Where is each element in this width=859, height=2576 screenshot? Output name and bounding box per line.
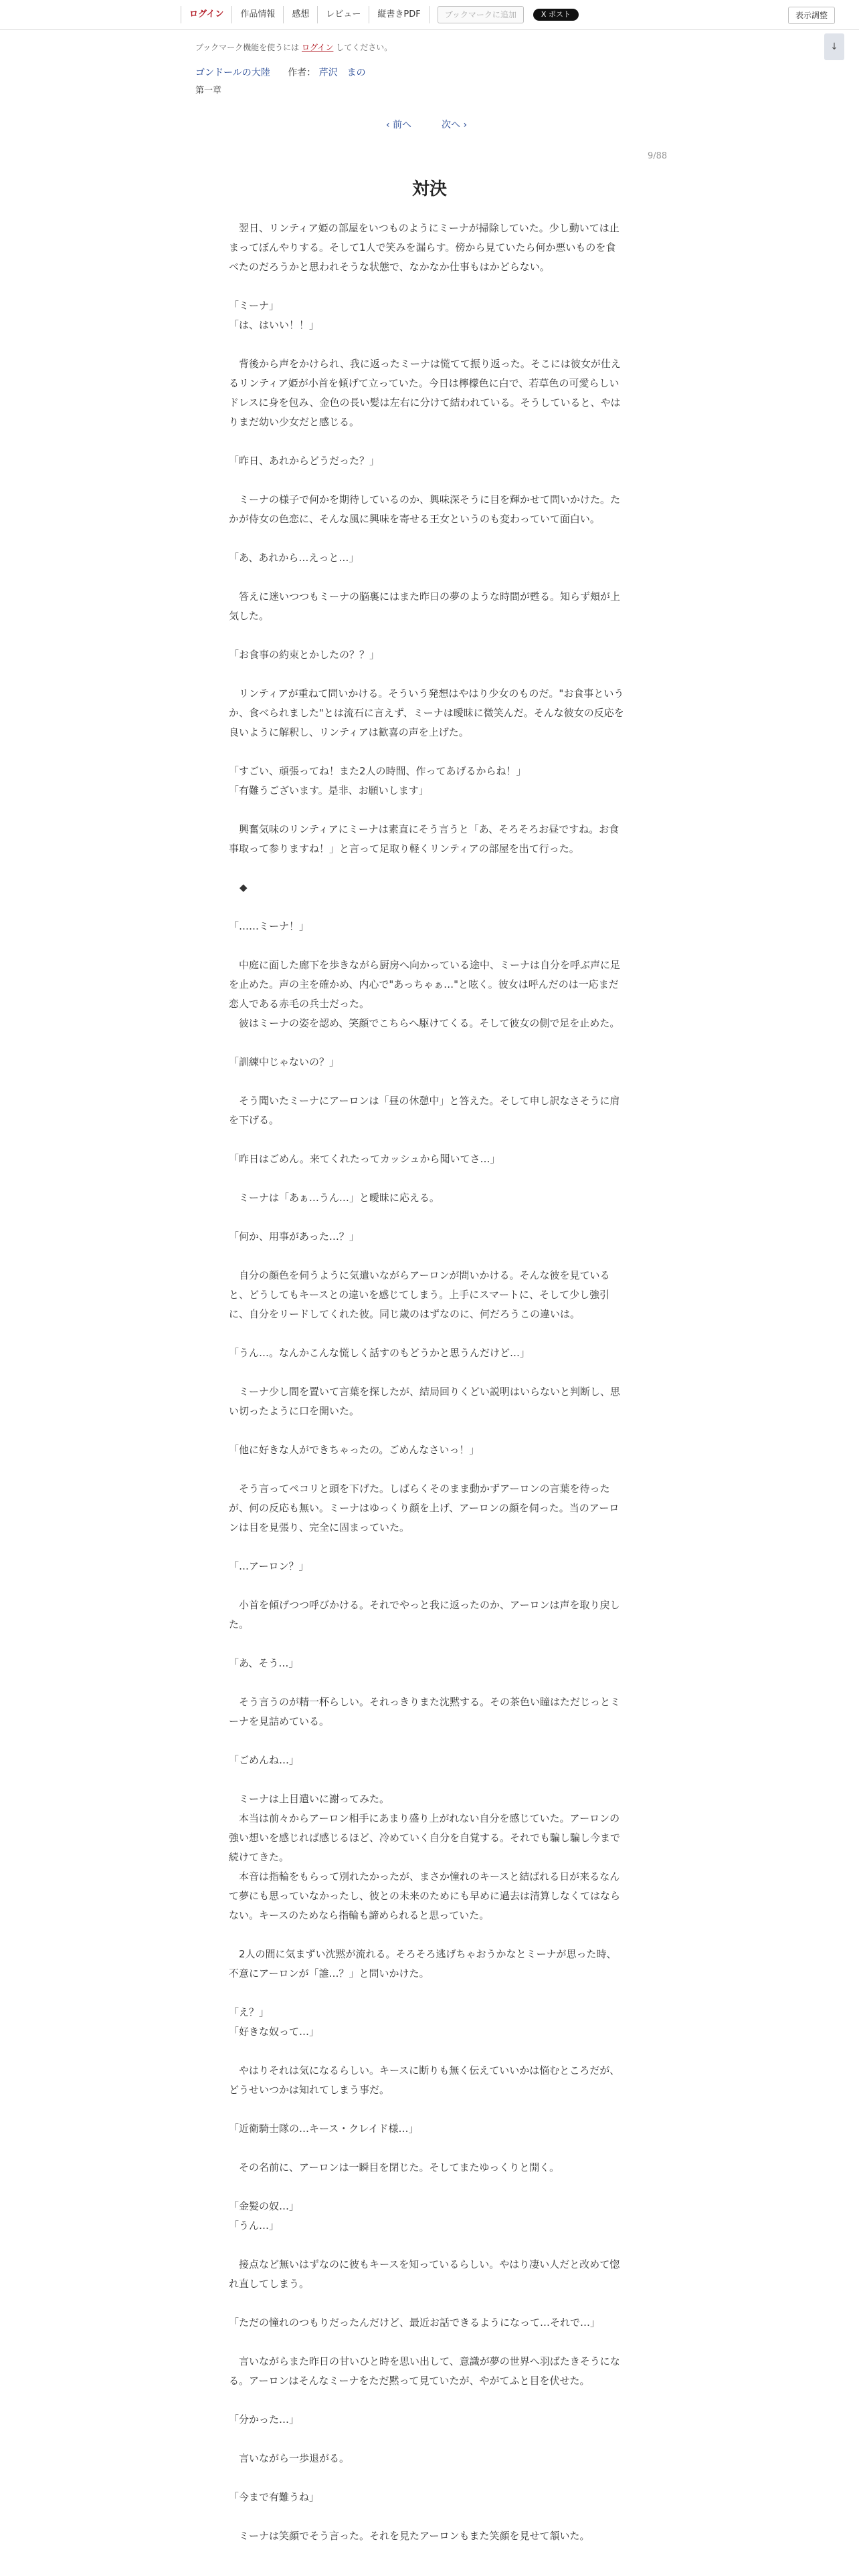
- body-paragraph: 答えに迷いつつもミーナの脳裏にはまた昨日の夢のような時間が甦る。知らず頬が上気した。: [229, 591, 621, 622]
- body-paragraph: 本音は指輪をもらって別れたかったが、まさか憧れのキースと結ばれる日が来るなんて夢にも思っていなかったし、彼との未来のためにも早めに過去は清算しなくてはならない。キースのためなら指輪も諦められると思っていた。: [229, 1870, 621, 1921]
- body-paragraph: [229, 2391, 625, 2410]
- body-paragraph: そう聞いたミーナにアーロンは「昼の休憩中」と答えた。そして申し訳なさそうに肩を下げる。: [229, 1095, 620, 1126]
- body-paragraph: [229, 1247, 625, 1266]
- novel-body: [229, 219, 625, 2546]
- body-paragraph: 「他に好きな人ができちゃったの。ごめんなさいっ！」: [229, 1444, 480, 1456]
- body-paragraph: [229, 742, 625, 762]
- notice-login-link[interactable]: ログイン: [302, 43, 334, 52]
- body-paragraph: 背後から声をかけられ、我に返ったミーナは慌てて振り返った。そこには彼女が仕えるリンティア姫が小首を傾げて立っていた。今日は檸檬色に白で、若草色の可愛らしいドレスに身を包み、金色の長い髪は左右に分けて結われている。そうしていると、やはりまだ幼い少女だと感じる。: [229, 358, 621, 428]
- body-paragraph: [229, 2042, 625, 2061]
- section-divider: ◆: [240, 881, 248, 893]
- body-paragraph: 言いながらまた昨日の甘いひと時を思い出して、意識が夢の世界へ羽ばたきそうになる。アーロンはそんなミーナをただ黙って見ていたが、やがてふと目を伏せた。: [229, 2355, 620, 2387]
- vertical-pdf-link[interactable]: 縦書きPDF: [369, 6, 429, 23]
- body-paragraph: [229, 1673, 625, 1693]
- body-paragraph: 「は、はいい！！」: [229, 319, 320, 331]
- body-paragraph: [229, 529, 625, 548]
- body-paragraph: 「すごい、頑張ってね！また2人の時間、作ってあげるからね！」: [229, 765, 527, 777]
- body-paragraph: [229, 432, 625, 451]
- impressions-link[interactable]: 感想: [284, 6, 318, 23]
- body-paragraph: ミーナは笑顔でそう言った。それを見たアーロンもまた笑顔を見せて頷いた。: [229, 2530, 590, 2542]
- body-paragraph: 「昨日はごめん。来てくれたってカッシュから聞いてさ…」: [229, 1153, 500, 1165]
- body-paragraph: ミーナは「あぁ…うん…」と曖昧に応える。: [229, 1192, 440, 1204]
- body-paragraph: [229, 471, 625, 490]
- body-paragraph: やはりそれは気になるらしい。キースに断りも無く伝えていいかは悩むところだが、どうせいつかは知れてしまう事だ。: [229, 2064, 620, 2096]
- body-paragraph: [229, 2468, 625, 2488]
- body-paragraph: [229, 2100, 625, 2119]
- body-paragraph: 「有難うございます。是非、お願いします」: [229, 784, 429, 796]
- body-paragraph: [229, 1770, 625, 1790]
- work-info-link[interactable]: 作品情報: [232, 6, 284, 23]
- body-paragraph: 翌日、リンティア姫の部屋をいつものようにミーナが掃除していた。少し動いては止まってぼんやりする。そして1人で笑みを漏らす。傍から見ていたら何か悪いものを食べたのだろうかと思われそうな状態で、なかなか仕事もはかどらない。: [229, 222, 619, 273]
- episode-title: 対決: [411, 179, 447, 199]
- body-paragraph: 「うん…」: [229, 2220, 280, 2232]
- body-paragraph: [229, 2236, 625, 2255]
- body-paragraph: そう言ってペコリと頭を下げた。しばらくそのまま動かずアーロンの言葉を待ったが、何の反応も無い。ミーナはゆっくり顔を上げ、アーロンの顔を伺った。当のアーロンは目を見張り、完全に固まっていた。: [229, 1483, 619, 1533]
- body-paragraph: ミーナ少し間を置いて言葉を探したが、結局回りくどい説明はいらないと判断し、思い切ったように口を開いた。: [229, 1386, 621, 1417]
- body-paragraph: 中庭に面した廊下を歩きながら厨房へ向かっている途中、ミーナは自分を呼ぶ声に足を止めた。声の主を確かめ、内心で"あっちゃぁ…"と呟く。彼女は呼んだのは一応まだ恋人である赤毛の兵士だった。: [229, 959, 621, 1010]
- body-paragraph: 「あ、あれから…えっと…」: [229, 552, 359, 564]
- body-paragraph: [229, 626, 625, 645]
- body-paragraph: [229, 2430, 625, 2449]
- body-paragraph: 「え？」: [229, 2006, 270, 2018]
- body-paragraph: [229, 277, 625, 296]
- body-paragraph: [229, 859, 625, 878]
- body-paragraph: [229, 1576, 625, 1596]
- body-paragraph: 小首を傾げつつ呼びかける。それでやっと我に返ったのか、アーロンは声を取り戻した。: [229, 1599, 620, 1630]
- body-paragraph: 「好きな奴って…」: [229, 2026, 320, 2038]
- body-paragraph: 本当は前々からアーロン相手にあまり盛り上がれない自分を感じていた。アーロンの強い想いを感じれば感じるほど、冷めていく自分を自覚する。それでも騙し騙し今まで続けてきた。: [229, 1812, 621, 1863]
- body-paragraph: 「分かった…」: [229, 2413, 300, 2426]
- body-paragraph: ミーナの様子で何かを期待しているのか、興味深そうに目を輝かせて問いかけた。たかが侍女の色恋に、そんな風に興味を寄せる王女というのも変わっていて面白い。: [229, 494, 621, 525]
- bookmark-login-notice: [195, 41, 392, 53]
- body-paragraph: [229, 1460, 625, 1479]
- series-link[interactable]: ゴンドールの大陸: [195, 68, 270, 78]
- body-paragraph: そう言うのが精一杯らしい。それっきりまた沈黙する。その茶色い瞳はただじっとミーナを見詰めている。: [229, 1696, 621, 1727]
- body-paragraph: 「昨日、あれからどうだった？」: [229, 455, 380, 467]
- display-settings-button[interactable]: 表示調整: [788, 7, 835, 24]
- top-nav: [181, 6, 579, 23]
- body-paragraph: [229, 1634, 625, 1654]
- body-paragraph: 興奮気味のリンティアにミーナは素直にそう言うと「あ、そろそろお昼ですね。お食事取って参りますね！」と言って足取り軽くリンティアの部屋を出て行った。: [229, 823, 619, 855]
- body-paragraph: [229, 2294, 625, 2313]
- body-paragraph: [229, 897, 625, 917]
- body-paragraph: ミーナは上目遣いに謝ってみた。: [229, 1793, 390, 1805]
- body-paragraph: 「訓練中じゃないの？」: [229, 1056, 340, 1068]
- review-link[interactable]: レビュー: [318, 6, 369, 23]
- body-paragraph: 「近衛騎士隊の…キース・クレイド様…」: [229, 2123, 419, 2135]
- body-paragraph: 「何か、用事があった…？」: [229, 1230, 359, 1243]
- body-paragraph: 「金髪の奴…」: [229, 2200, 300, 2212]
- body-paragraph: [229, 2507, 625, 2527]
- episode-pager: [0, 118, 859, 131]
- body-paragraph: [229, 1033, 625, 1053]
- body-paragraph: 「あ、そう…」: [229, 1657, 299, 1669]
- body-paragraph: 2人の間に気まずい沈黙が流れる。そろそろ逃げちゃおうかなとミーナが思った時、不意にアーロンが「誰…？」と問いかけた。: [229, 1948, 617, 1979]
- body-paragraph: 「うん…。なんかこんな慌しく話すのもどうかと思うんだけど…」: [229, 1347, 531, 1359]
- body-paragraph: [229, 1983, 625, 2003]
- body-paragraph: 接点など無いはずなのに彼もキースを知っているらしい。やはり凄い人だと改めて惚れ直してしまう。: [229, 2258, 620, 2290]
- body-paragraph: [229, 1169, 625, 1188]
- body-paragraph: 「…アーロン？」: [229, 1560, 309, 1572]
- notice-text-after: してください。: [336, 43, 393, 52]
- chapter-title: 第一章: [195, 86, 222, 96]
- body-paragraph: [229, 1324, 625, 1344]
- top-nav-bar: [0, 0, 859, 30]
- body-paragraph: 「ただの憧れのつもりだったんだけど、最近お話できるようになって…それで…」: [229, 2317, 601, 2329]
- body-paragraph: [229, 1208, 625, 1227]
- body-paragraph: [229, 1537, 625, 1557]
- body-paragraph: 「お食事の約束とかしたの？？」: [229, 649, 380, 661]
- prev-episode-link[interactable]: ‹ 前へ: [386, 120, 412, 130]
- x-post-button[interactable]: X ポスト: [533, 9, 579, 21]
- body-paragraph: [229, 1731, 625, 1751]
- author-link[interactable]: 芹沢 まの: [318, 68, 366, 78]
- body-paragraph: [229, 335, 625, 354]
- body-paragraph: [229, 2177, 625, 2197]
- body-paragraph: 「ミーナ」: [229, 300, 280, 312]
- body-paragraph: [229, 1130, 625, 1150]
- body-paragraph: [229, 1363, 625, 1382]
- author-label: 作者：: [288, 68, 316, 78]
- next-episode-link[interactable]: 次へ ›: [442, 120, 468, 130]
- body-paragraph: [229, 1925, 625, 1945]
- body-paragraph: [229, 568, 625, 587]
- body-paragraph: 言いながら一歩退がる。: [229, 2452, 350, 2464]
- body-paragraph: [229, 2333, 625, 2352]
- body-paragraph: [229, 1072, 625, 1091]
- body-paragraph: その名前に、アーロンは一瞬目を閉じた。そしてまたゆっくりと開く。: [229, 2161, 560, 2173]
- notice-text-before: ブックマーク機能を使うには: [195, 43, 300, 52]
- novel-meta: [195, 66, 366, 79]
- body-paragraph: 「ごめんね…」: [229, 1754, 300, 1766]
- bookmark-add-button[interactable]: ブックマークに追加: [438, 6, 524, 23]
- body-paragraph: [229, 1421, 625, 1440]
- body-paragraph: 彼はミーナの姿を認め、笑顔でこちらへ駆けてくる。そして彼女の側で足を止めた。: [229, 1017, 620, 1029]
- body-paragraph: 「今まで有難うね」: [229, 2491, 320, 2503]
- scroll-down-icon[interactable]: ↓: [824, 33, 844, 60]
- body-paragraph: リンティアが重ねて問いかける。そういう発想はやはり少女のものだ。"お食事というか、食べられました"とは流石に言えず、ミーナは曖昧に微笑んだ。そんな彼女の反応を良いように解釈し、リンティアは歓喜の声を上げた。: [229, 687, 624, 738]
- page-number: 9/88: [648, 151, 668, 161]
- body-paragraph: [229, 936, 625, 956]
- body-paragraph: [229, 2139, 625, 2158]
- body-paragraph: [229, 665, 625, 684]
- body-paragraph: 「……ミーナ！」: [229, 920, 310, 932]
- body-paragraph: 自分の顔色を伺うように気遣いながらアーロンが問いかける。そんな彼を見ていると、どうしてもキースとの違いを感じてしまう。上手にスマートに、そして少し強引に、自分をリードしてくれた彼。同じ歳のはずなのに、何だろうこの違いは。: [229, 1269, 610, 1320]
- login-link[interactable]: ログイン: [181, 6, 232, 23]
- body-paragraph: [229, 800, 625, 820]
